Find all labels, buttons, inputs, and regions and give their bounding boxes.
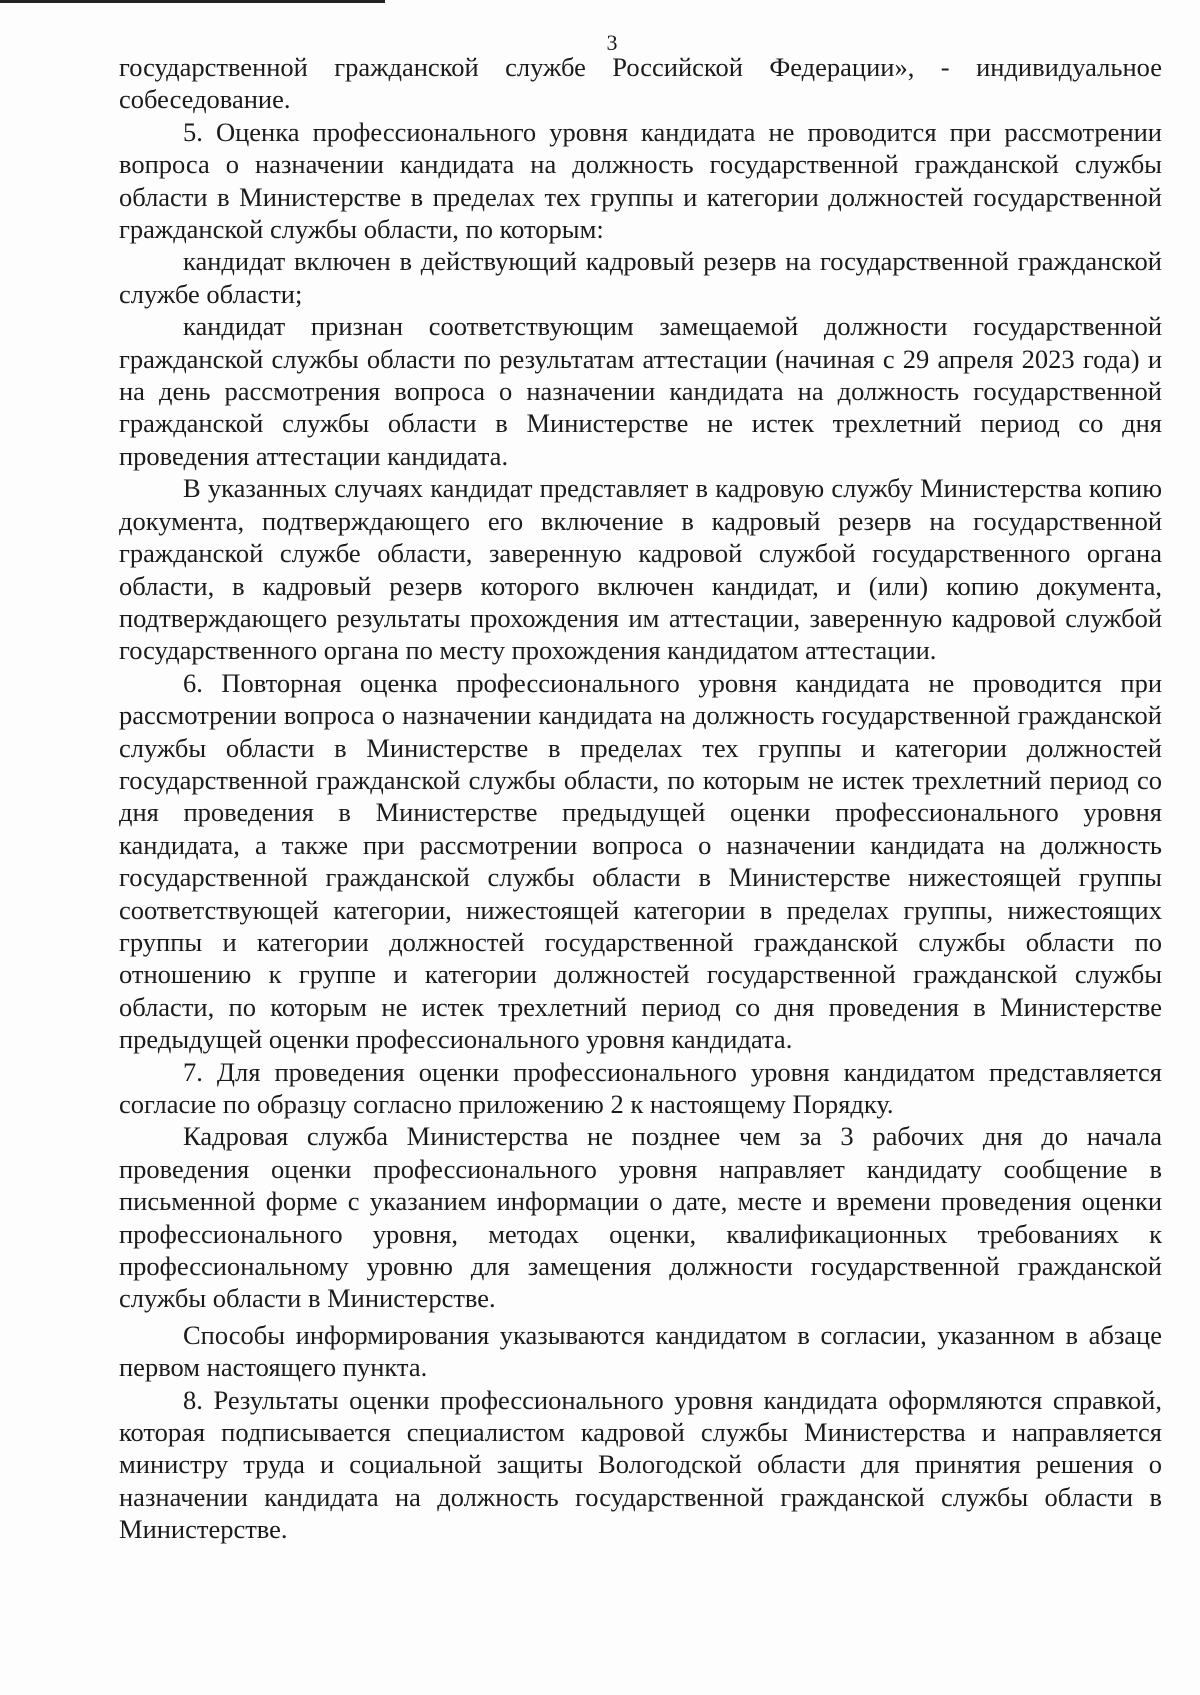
paragraph-item-6: 6. Повторная оценка профессионального уровня кандидата не проводится при рассмотрении вопроса о назначении кандидата на должность государственной гражданской службы области в Министерстве в пределах тех группы и категории должностей государственной гражданской службы области, по которым не истек трехлетний период со дня проведения в Министерстве предыдущей оценки профессионального уровня кандидата, а также при рассмотрении вопроса о назначении кандидата на должность государственной гражданской службы области в Министерстве нижестоящей группы соответствующей категории, нижестоящей категории в пределах группы, нижестоящих группы и категории должностей государственной гражданской службы области по отношению к группе и категории должностей государственной гражданской службы области, по которым не истек трехлетний период со дня проведения в Министерстве предыдущей оценки профессионального уровня кандидата. [119, 667, 1162, 1055]
page-number: 3 [606, 30, 618, 55]
paragraph-continuation: государственной гражданской службе Российской Федерации», - индивидуальное собеседование. [119, 52, 1162, 115]
paragraph-item-8: 8. Результаты оценки профессионального уровня кандидата оформляются справкой, которая подписывается специалистом кадровой службы Министерства и направляется министру труда и социальной защиты Вологодской области для принятия решения о назначении кандидата на должность государственной гражданской службы области в Министерстве. [119, 1384, 1162, 1545]
document-body [119, 51, 1162, 1546]
paragraph-item-5-documents: В указанных случаях кандидат представляет в кадровую службу Министерства копию документа, подтверждающего его включение в кадровый резерв на государственной гражданской службе области, заверенную кадровой службой государственного органа области, в кадровый резерв которого включен кандидат, и (или) копию документа, подтверждающего результаты прохождения им аттестации, заверенную кадровой службой государственного органа по месту прохождения кандидатом аттестации. [119, 473, 1162, 666]
paragraph-item-7-notification: Кадровая служба Министерства не позднее чем за 3 рабочих дня до начала проведения оценки профессионального уровня направляет кандидату сообщение в письменной форме с указанием информации о дате, месте и времени проведения оценки профессионального уровня, методах оценки, квалификационных требованиях к профессиональному уровню для замещения должности государственной гражданской службы области в Министерстве. [119, 1121, 1162, 1314]
paragraph-item-5: 5. Оценка профессионального уровня кандидата не проводится при рассмотрении вопроса о назначении кандидата на должность государственной гражданской службы области в Министерстве в пределах тех группы и категории должностей государственной гражданской службы области, по которым: [119, 116, 1162, 245]
paragraph-item-5-case-reserve: кандидат включен в действующий кадровый резерв на государственной гражданской службе области; [119, 246, 1162, 309]
top-rule-line [0, 0, 385, 3]
paragraph-item-7: 7. Для проведения оценки профессионального уровня кандидатом представляется согласие по образцу согласно приложению 2 к настоящему Порядку. [119, 1056, 1162, 1119]
paragraph-item-5-case-attestation: кандидат признан соответствующим замещаемой должности государственной гражданской службы области по результатам аттестации (начиная с 29 апреля 2023 года) и на день рассмотрения вопроса о назначении кандидата на должность государственной гражданской службы области в Министерстве не истек трехлетний период со дня проведения аттестации кандидата. [119, 311, 1162, 471]
paragraph-item-7-methods: Способы информирования указываются кандидатом в согласии, указанном в абзаце первом настоящего пункта. [119, 1319, 1162, 1383]
